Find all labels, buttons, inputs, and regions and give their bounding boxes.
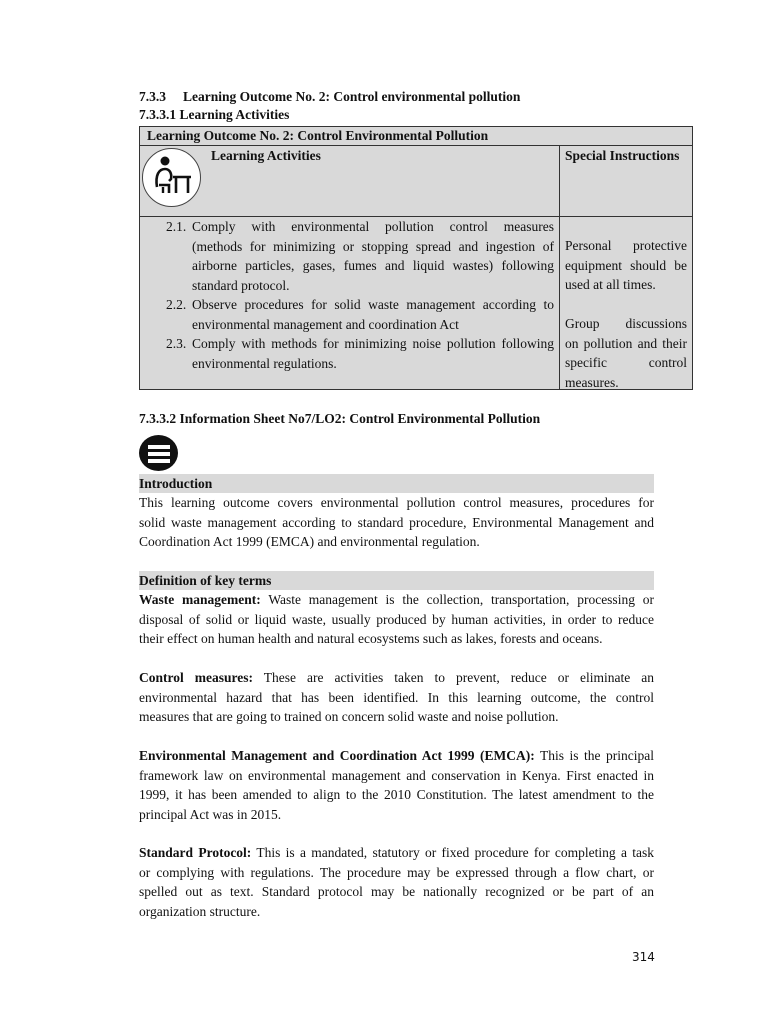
activity-item	[166, 217, 554, 295]
definition-emca	[139, 746, 654, 824]
introduction-paragraph	[139, 493, 654, 552]
subsection-heading-learning-activities: 7.3.3.1 Learning Activities	[139, 107, 290, 122]
instruction-line: Personal protective	[565, 238, 687, 253]
definition-text: These are activities taken to prevent, reduce or eliminate an	[253, 670, 654, 685]
instruction-line: on pollution and their	[565, 335, 687, 351]
activity-line: airborne particles, gases, fumes and liquid wastes) following	[192, 258, 554, 273]
definition-term: Environmental Management and Coordination Act 1999 (EMCA):	[139, 748, 535, 763]
activity-line: environmental regulations.	[192, 355, 337, 371]
paragraph-line: or complying with regulations. The procedure may be expressed through a flow chart, or	[139, 864, 654, 880]
introduction-heading: Introduction	[139, 474, 654, 493]
paragraph-line: Coordination Act 1999 (EMCA) and environmental regulation.	[139, 534, 480, 549]
activity-line: standard protocol.	[192, 277, 290, 293]
definition-waste-management	[139, 590, 654, 649]
information-sheet-heading: 7.3.3.2 Information Sheet No7/LO2: Control Environmental Pollution	[139, 411, 541, 426]
paragraph-line: principal Act was in 2015.	[139, 806, 282, 822]
instruction-line: specific control	[565, 355, 687, 370]
column-divider	[559, 146, 560, 390]
paragraph-line: environmental hazard that has been identified. In this learning outcome, the control	[139, 689, 654, 705]
section-title: Learning Outcome No. 2: Control environmental pollution	[183, 89, 521, 104]
definition-text: This is the principal	[534, 748, 654, 763]
activity-item	[166, 334, 554, 373]
activity-number: 2.2.	[166, 297, 187, 312]
definition-term: Standard Protocol:	[139, 845, 252, 860]
paragraph-line: measures that are going to trained on concern solid waste and noise pollution.	[139, 709, 559, 724]
activity-line: Comply with methods for minimizing noise pollution following	[192, 336, 554, 351]
column-header-activities: Learning Activities	[211, 148, 321, 163]
instruction-line: equipment should be	[565, 257, 687, 273]
section-number: 7.3.3	[139, 89, 166, 104]
paragraph-line: This learning outcome covers environmental pollution control measures, procedures for	[139, 495, 654, 510]
page-number: 314	[632, 950, 655, 964]
column-header-special-instructions: Special Instructions	[565, 148, 680, 163]
activity-number: 2.1.	[166, 219, 187, 234]
definition-control-measures	[139, 668, 654, 727]
paragraph-line: spelled out as text. Standard protocol may be nationally recognized or be part of an	[139, 884, 654, 899]
special-instruction	[565, 314, 687, 392]
definition-term: Control measures:	[139, 670, 253, 685]
section-heading-7-3-3	[139, 88, 520, 106]
activity-line: Observe procedures for solid waste management according to	[192, 297, 554, 312]
learning-activities-table	[139, 126, 693, 390]
table-title: Learning Outcome No. 2: Control Environmental Pollution	[140, 127, 692, 146]
definition-text: This is a mandated, statutory or fixed procedure for completing a task	[251, 845, 654, 860]
instruction-line: Group discussions	[565, 316, 687, 331]
instruction-line: used at all times.	[565, 277, 656, 292]
activity-item	[166, 295, 554, 334]
paragraph-line: organization structure.	[139, 903, 261, 919]
instruction-line: measures.	[565, 374, 619, 390]
paragraph-line: solid waste management according to standard procedure, Environmental Management and	[139, 514, 654, 530]
activity-line: (methods for minimizing or stopping spread and ingestion of	[192, 238, 554, 254]
definitions-heading: Definition of key terms	[139, 571, 654, 590]
activity-line: Comply with environmental pollution control measures	[192, 219, 554, 234]
learner-at-desk-icon	[142, 148, 201, 207]
definition-term: Waste management:	[139, 592, 261, 607]
definition-standard-protocol	[139, 843, 654, 921]
special-instruction	[565, 236, 687, 295]
activity-number: 2.3.	[166, 336, 187, 351]
definition-text: Waste management is the collection, transportation, processing or	[260, 592, 654, 607]
information-sheet-icon	[139, 435, 178, 471]
activity-line: environmental management and coordination Act	[192, 316, 459, 332]
paragraph-line: disposal of solid or liquid waste, usually produced by human activities, in order to reduce	[139, 611, 654, 627]
paragraph-line: framework law on environmental management and conservation in Kenya. First enacted in	[139, 767, 654, 783]
paragraph-line: 1999, it has been amended to align to the 2010 Constitution. The latest amendment to the	[139, 787, 654, 802]
paragraph-line: their effect on human health and natural ecosystems such as lakes, forests and oceans.	[139, 631, 603, 646]
